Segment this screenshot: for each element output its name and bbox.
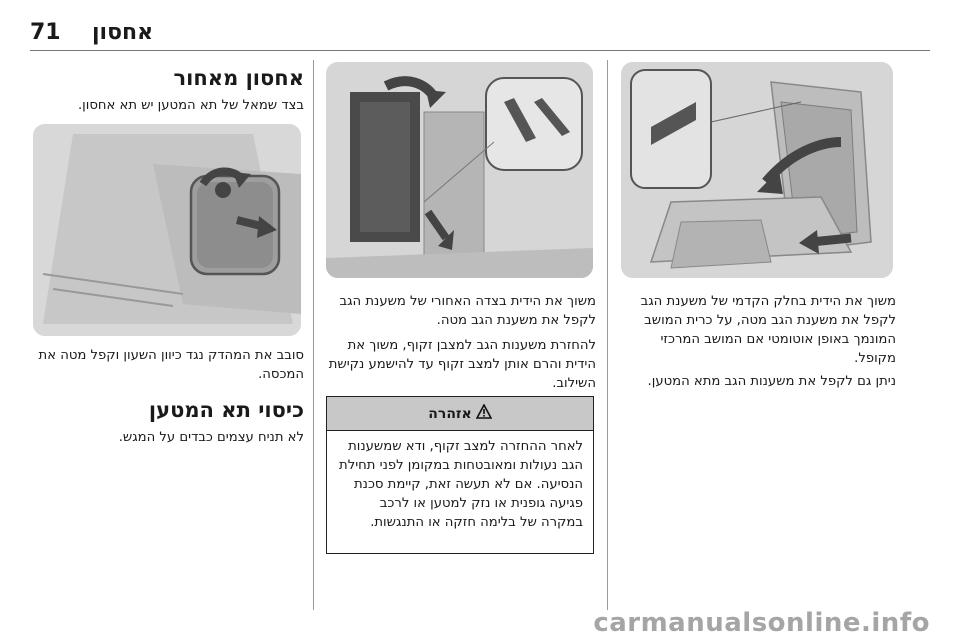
warning-text: לאחר ההחזרה למצב זקוף, ודא שמשענות הגב נעולות ומאובטחות במקומן לפני תחילת הנסיעה. אם לא תעשה זאת, קיימת סכנת פגיעה גופנית או נזק למטען או לרכב במקרה של בלימה חזקה או התנגשות. <box>339 439 583 530</box>
heading-cargo-cover: כיסוי תא המטען <box>148 398 304 422</box>
page-number: 71 <box>30 20 61 45</box>
left-para-1: בצד שמאל של תא המטען יש תא אחסון. <box>77 98 304 113</box>
figure-rear-seat-back-lever <box>326 62 593 278</box>
left-para-2: סובב את המהדק נגד כיוון השעון וקפל מטה את המכסה. <box>38 348 304 382</box>
header-rule <box>30 50 930 51</box>
chapter-title: אחסון <box>92 20 154 45</box>
warning-triangle-icon <box>476 404 492 423</box>
figure-rear-storage-compartment <box>33 124 301 336</box>
right-para-2: ניתן גם לקפל את משענות הגב מתא המטען. <box>647 374 896 389</box>
right-para-1: משוך את הידית בחלק הקדמי של משענת הגב לקפל את משענת הגב מטה, על כרית המושב המונמך באופן אוטומטי אם המושב המרכזי מקופל. <box>640 294 896 366</box>
left-para-3: לא תניח עצמים כבדים על המגש. <box>118 430 304 445</box>
column-divider-right <box>607 60 608 610</box>
warning-title: אזהרה <box>428 405 472 422</box>
page-header <box>30 18 930 52</box>
column-divider-left <box>313 60 314 610</box>
warning-header <box>327 397 593 431</box>
middle-para-1: משוך את הידית בצדה האחורי של משענת הגב לקפל את משענת הגב מטה. <box>339 294 596 328</box>
figure-rear-seat-fold-lever <box>621 62 893 278</box>
watermark: carmanualsonline.info <box>593 608 930 638</box>
warning-box <box>326 396 594 554</box>
middle-para-2: להחזרת משענות הגב למצבן זקוף, משוך את הידית והרם אותן למצב זקוף עד להישמע נקישת השילוב. <box>328 338 596 391</box>
heading-rear-storage: אחסון מאחור <box>173 66 304 90</box>
